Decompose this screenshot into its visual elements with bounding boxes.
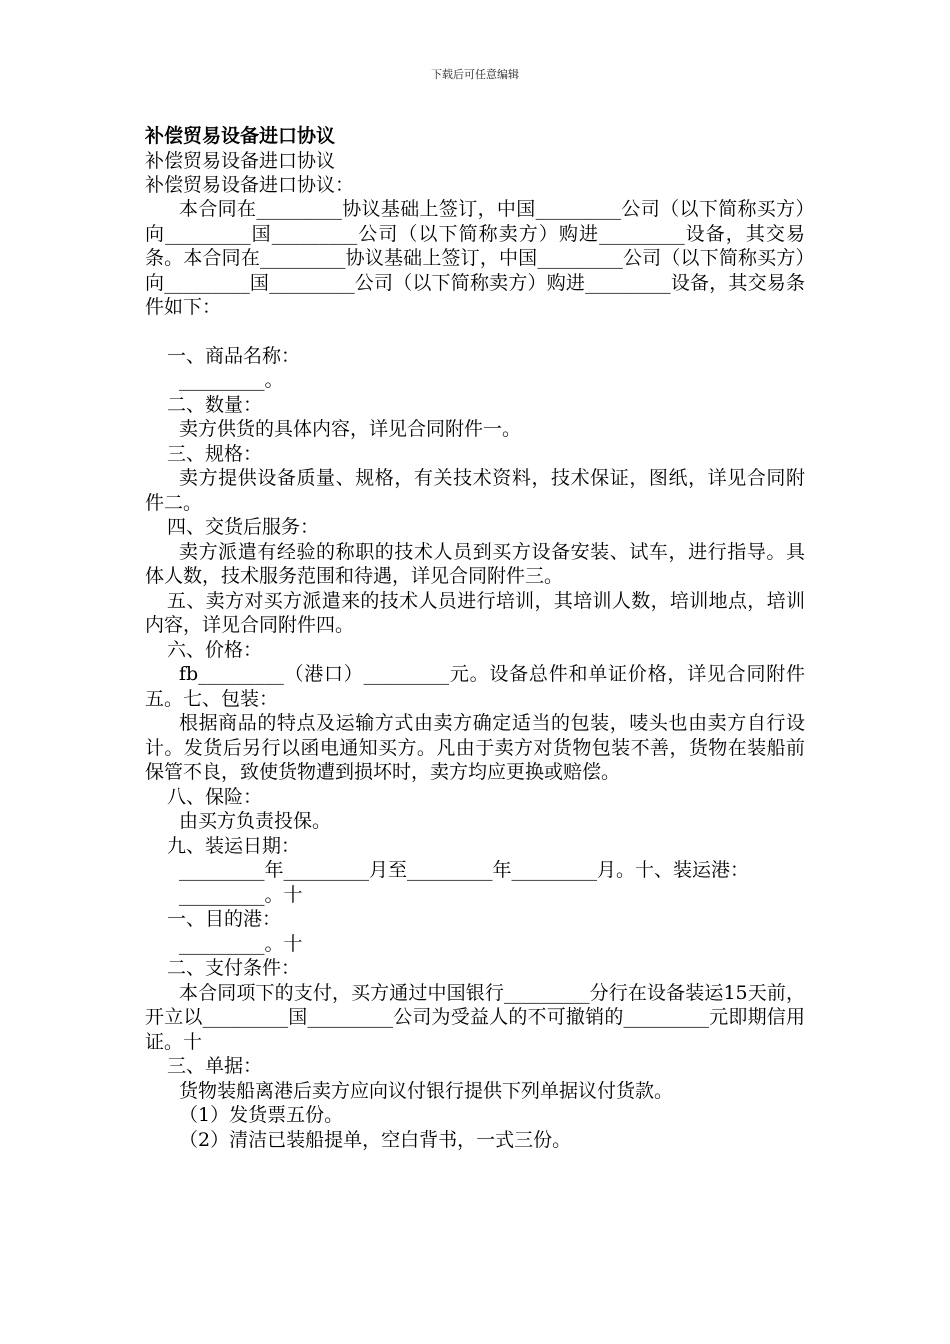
section-3-heading: 三、规格：	[167, 442, 263, 465]
section-5-body: 五、卖方对买方派遣来的技术人员进行培训，其培训人数，培训地点，培训内容，详见合同附件四。	[145, 589, 805, 636]
document-title: 补偿贸易设备进口协议	[145, 125, 336, 147]
section-13-body: 货物装船离港后卖方应向议付银行提供下列单据议付货款。	[179, 1079, 674, 1102]
section-2-heading: 二、数量：	[167, 393, 263, 416]
section-6-heading: 六、价格：	[167, 638, 263, 661]
intro-paragraph: 本合同在_________协议基础上签订，中国_________公司（以下简称买方）向_________国_________公司（以下简称卖方）购进_________设备，其交易条。本合同在_________协议基础上签订，中国_________公司（以下简称买方）向_________国_________公司（以下简称卖方）购进_________设备，其交易条件如下：	[145, 198, 805, 318]
section-12-body: 本合同项下的支付，买方通过中国银行_________分行在设备装运15天前，开立以_________国_________公司为受益人的不可撤销的_________元即期信用证。十	[145, 981, 805, 1053]
document-subtitle-2: 补偿贸易设备进口协议：	[145, 174, 355, 196]
section-4-body: 卖方派遣有经验的称职的技术人员到买方设备安装、试车，进行指导。具体人数，技术服务范围和待遇，详见合同附件三。	[145, 540, 805, 587]
section-8-heading: 八、保险：	[167, 785, 263, 808]
section-4-heading: 四、交货后服务：	[167, 516, 320, 538]
section-9-heading: 九、装运日期：	[167, 834, 301, 857]
section-1-heading: 一、商品名称：	[167, 344, 301, 367]
section-13-heading: 三、单据：	[167, 1055, 263, 1077]
document-body	[145, 124, 805, 1152]
section-6-body: fb_________（港口）_________元。设备总件和单证价格，详见合同附件五。七、包装：	[145, 663, 805, 710]
section-11-heading: 一、目的港：	[167, 908, 282, 930]
section-13-item-1: （1）发货票五份。	[179, 1104, 344, 1126]
section-7-body: 根据商品的特点及运输方式由卖方确定适当的包装，唛头也由卖方自行设计。发货后另行以函电通知买方。凡由于卖方对货物包装不善，货物在装船前保管不良，致使货物遭到损坏时，卖方均应更换或赔偿。	[145, 712, 805, 783]
blank-line	[145, 320, 805, 344]
section-3-body: 卖方提供设备质量、规格，有关技术资料，技术保证，图纸，详见合同附件二。	[145, 467, 805, 514]
section-8-body: 由买方负责投保。	[179, 810, 332, 832]
section-9-body: _________年_________月至_________年_________月。十、装运港：	[179, 859, 750, 881]
document-subtitle-1: 补偿贸易设备进口协议	[145, 150, 336, 172]
section-13-item-2: （2）清洁已装船提单，空白背书，一式三份。	[179, 1128, 572, 1151]
section-2-body: 卖方供货的具体内容，详见合同附件一。	[179, 418, 522, 440]
section-12-heading: 二、支付条件：	[167, 957, 301, 979]
page-header: 下载后可任意编辑	[431, 68, 519, 81]
section-10-body: _________。十	[179, 883, 303, 906]
section-1-body: _________。	[179, 369, 284, 391]
section-11-body: _________。十	[179, 932, 303, 955]
